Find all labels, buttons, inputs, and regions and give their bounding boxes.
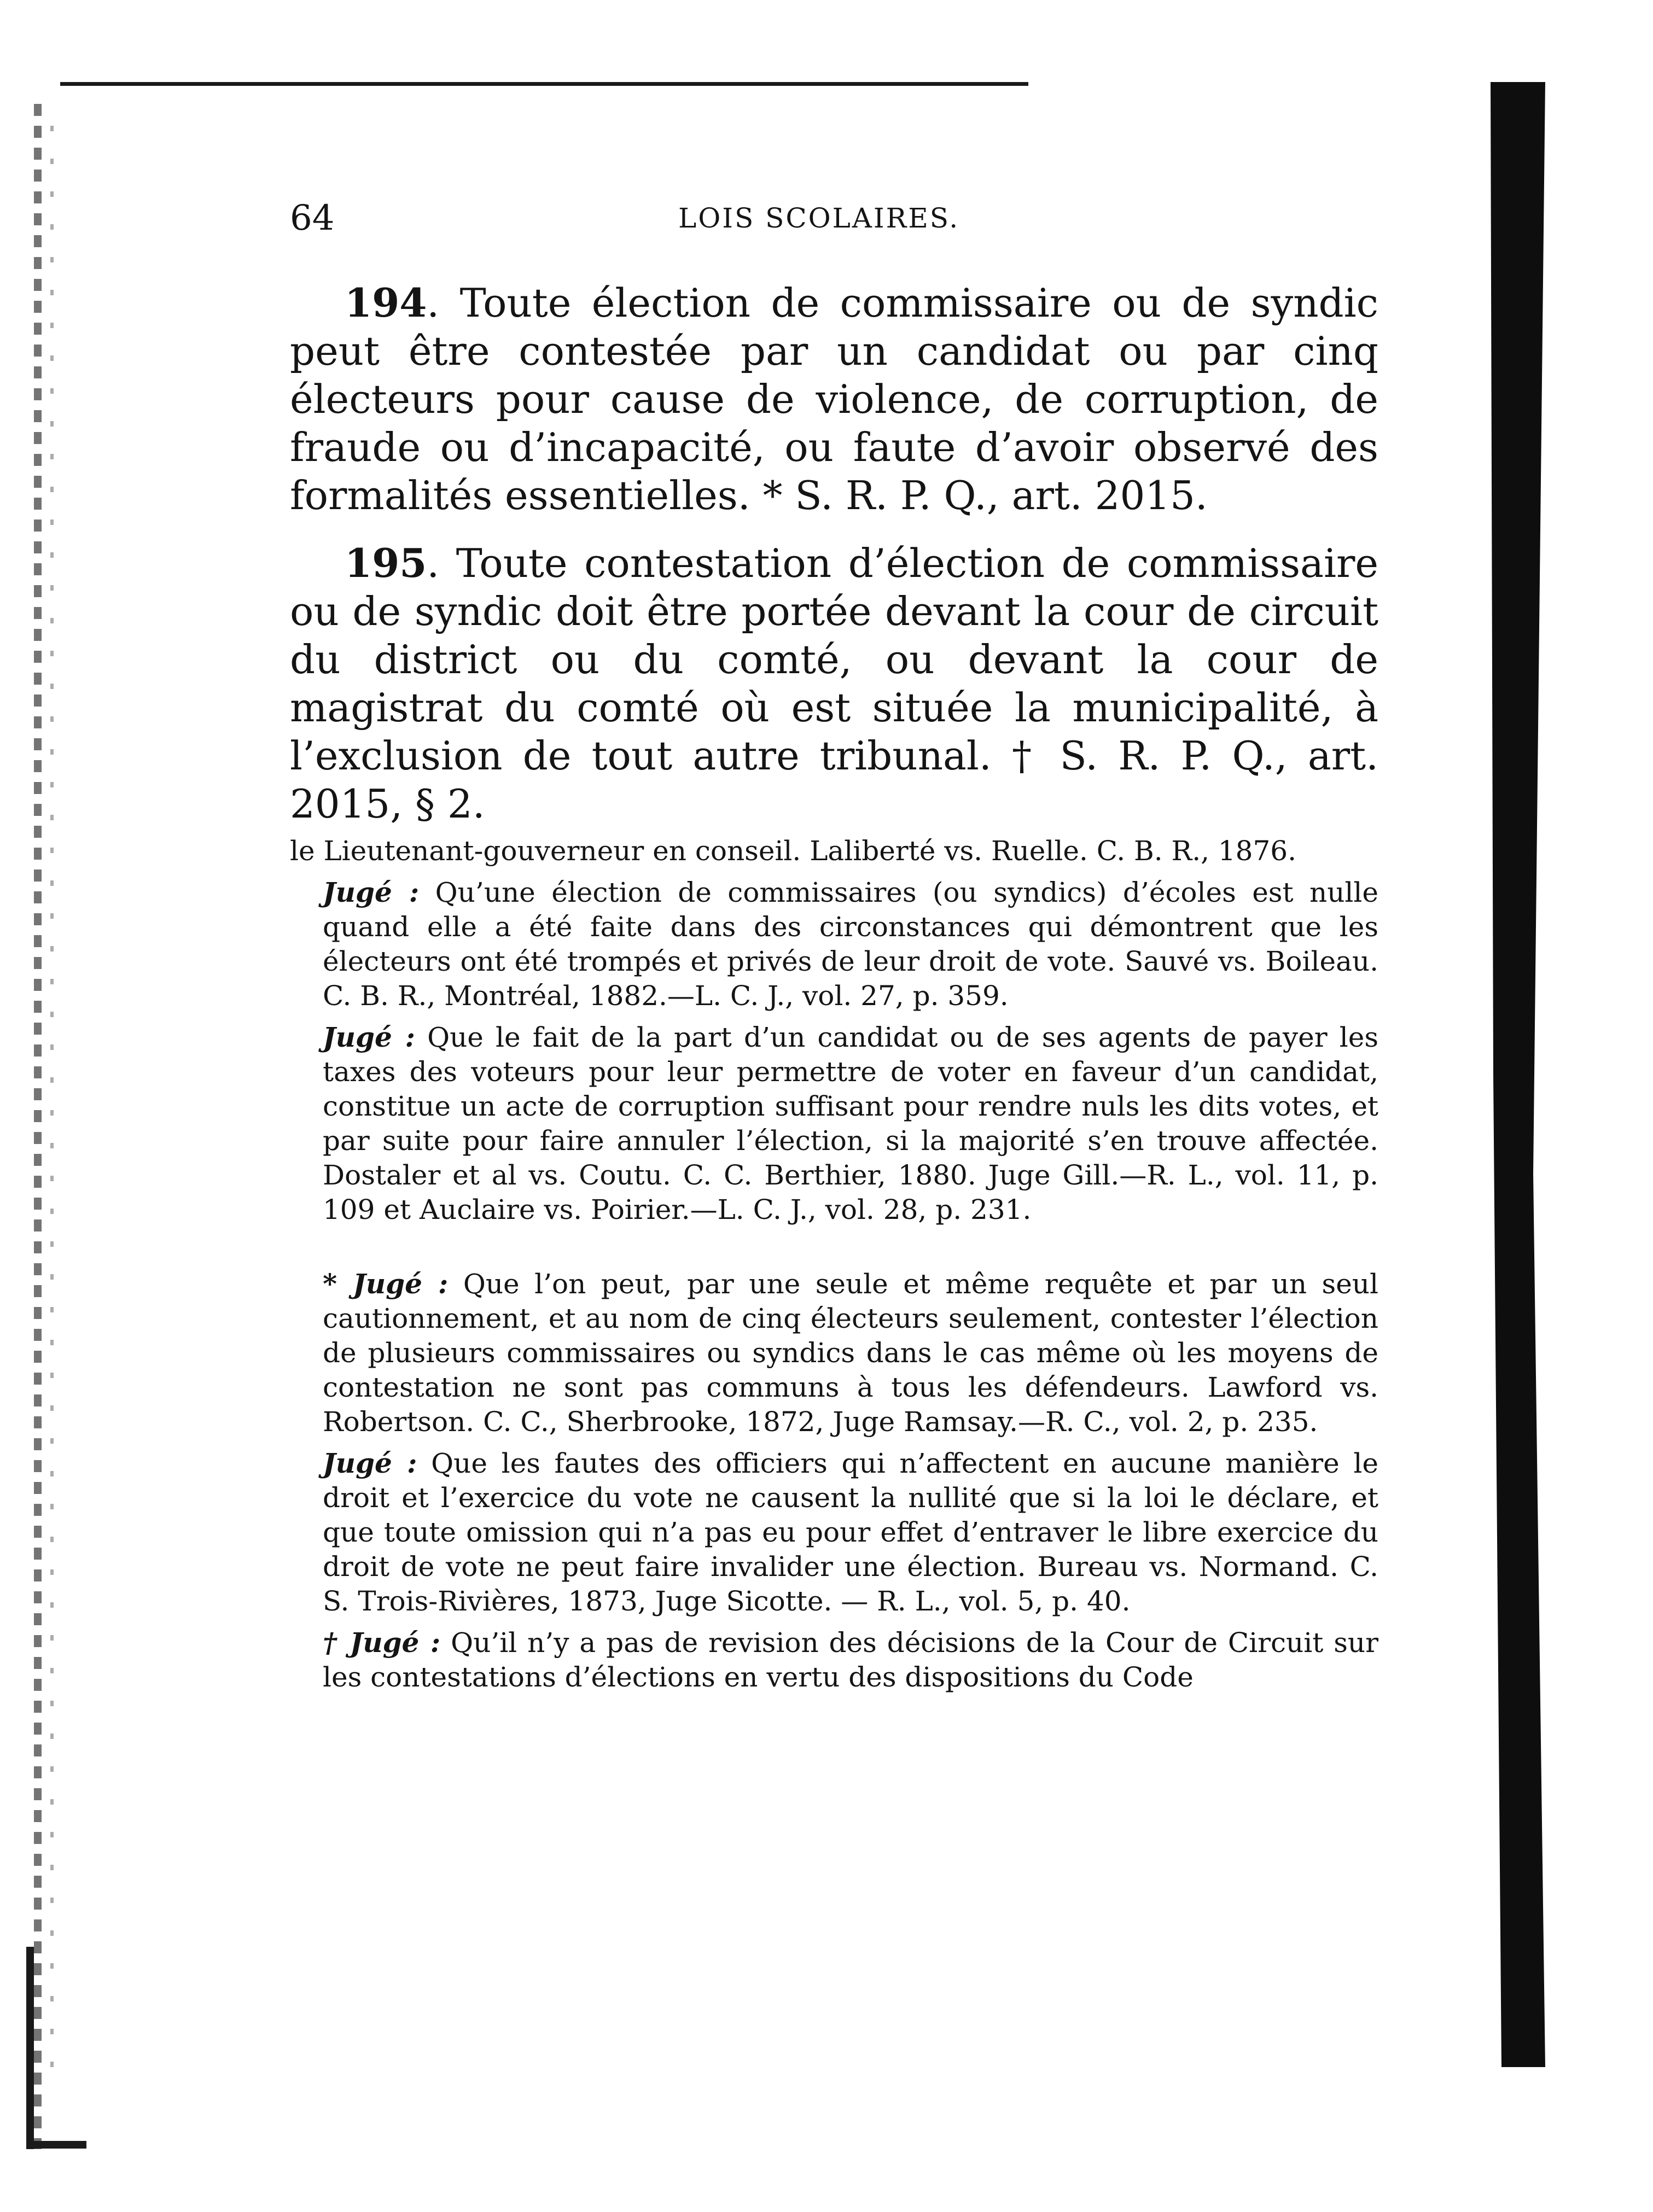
article-194 (290, 279, 1378, 520)
article-number: 194 (345, 279, 427, 326)
footnote-marker: * Jugé : (323, 1268, 449, 1300)
footnote (323, 1020, 1378, 1227)
footnote-text: Que l’on peut, par une seule et même requête et par un seul cautionnement, et au nom de cinq électeurs seulement, contester l’élection de plusieurs commissaires ou syndics dans le cas même où les moyens de contestation ne sont pas communs à tous les défendeurs. Lawford vs. Robertson. C. C., Sherbrooke, 1872, Juge Ramsay.—R. C., vol. 2, p. 235. (323, 1268, 1378, 1438)
scan-left-edge-inner (50, 126, 54, 2094)
footnote-marker: Jugé : (323, 1447, 417, 1479)
article-text: . Toute contestation d’élection de commissaire ou de syndic doit être portée devant la cour de circuit du district ou du comté, ou devant la cour de magistrat du comté où est située la municipalité, à l’exclusion de tout autre tribunal. † S. R. P. Q., art. 2015, § 2. (290, 540, 1378, 827)
article-195 (290, 539, 1378, 828)
scan-right-binding-shadow (1491, 82, 1545, 2067)
footnote-continuation (290, 834, 1378, 868)
footnote (323, 1446, 1378, 1619)
page-number: 64 (290, 198, 335, 238)
footnote-gap (290, 1234, 1378, 1266)
article-number: 195 (345, 540, 427, 586)
footnote-text: le Lieutenant-gouverneur en conseil. Laliberté vs. Ruelle. C. B. R., 1876. (290, 835, 1297, 867)
footnote-marker: Jugé : (323, 876, 420, 908)
scan-top-rule (60, 82, 1028, 86)
footnote-text: Que le fait de la part d’un candidat ou de ses agents de payer les taxes des voteurs pour leur permettre de voter en faveur d’un candidat, constitue un acte de corruption suffisant pour rendre nuls les dits votes, et par suite pour faire annuler l’élection, si la majorité s’en trouve affectée. Dostaler et al vs. Coutu. C. C. Berthier, 1880. Juge Gill.—R. L., vol. 11, p. 109 et Auclaire vs. Poirier.—L. C. J., vol. 28, p. 231. (323, 1022, 1378, 1225)
footnote (323, 875, 1378, 1013)
footnote-marker: † Jugé : (323, 1626, 441, 1659)
articles-section (290, 279, 1378, 848)
running-head (290, 198, 1329, 242)
footnote-text: Qu’il n’y a pas de revision des décisions de la Cour de Circuit sur les contestations d’élections en vertu des dispositions du Code (323, 1627, 1378, 1693)
scan-corner-vertical (26, 1947, 34, 2149)
footnotes-section (290, 834, 1378, 1701)
scan-corner-horizontal (26, 2141, 86, 2149)
footnote-marker: Jugé : (323, 1021, 415, 1053)
running-title: LOIS SCOLAIRES. (678, 202, 960, 234)
footnote-text: Qu’une élection de commissaires (ou syndics) d’écoles est nulle quand elle a été faite dans des circonstances qui démontrent que les électeurs ont été trompés et privés de leur droit de vote. Sauvé vs. Boileau. C. B. R., Montréal, 1882.—L. C. J., vol. 27, p. 359. (323, 877, 1378, 1012)
footnote (323, 1625, 1378, 1695)
scan-left-edge (34, 104, 42, 2149)
footnote (323, 1266, 1378, 1439)
footnote-text: Que les fautes des officiers qui n’affectent en aucune manière le droit et l’exercice du vote ne causent la nullité que si la loi le déclare, et que toute omission qui n’a pas eu pour effet d’entraver le libre exercice du droit de vote ne peut faire invalider une élection. Bureau vs. Normand. C. S. Trois-Rivières, 1873, Juge Sicotte. — R. L., vol. 5, p. 40. (323, 1448, 1378, 1617)
article-text: . Toute élection de commissaire ou de syndic peut être contestée par un candidat ou par cinq électeurs pour cause de violence, de corruption, de fraude ou d’incapacité, ou faute d’avoir observé des formalités essentielles. * S. R. P. Q., art. 2015. (290, 280, 1378, 518)
